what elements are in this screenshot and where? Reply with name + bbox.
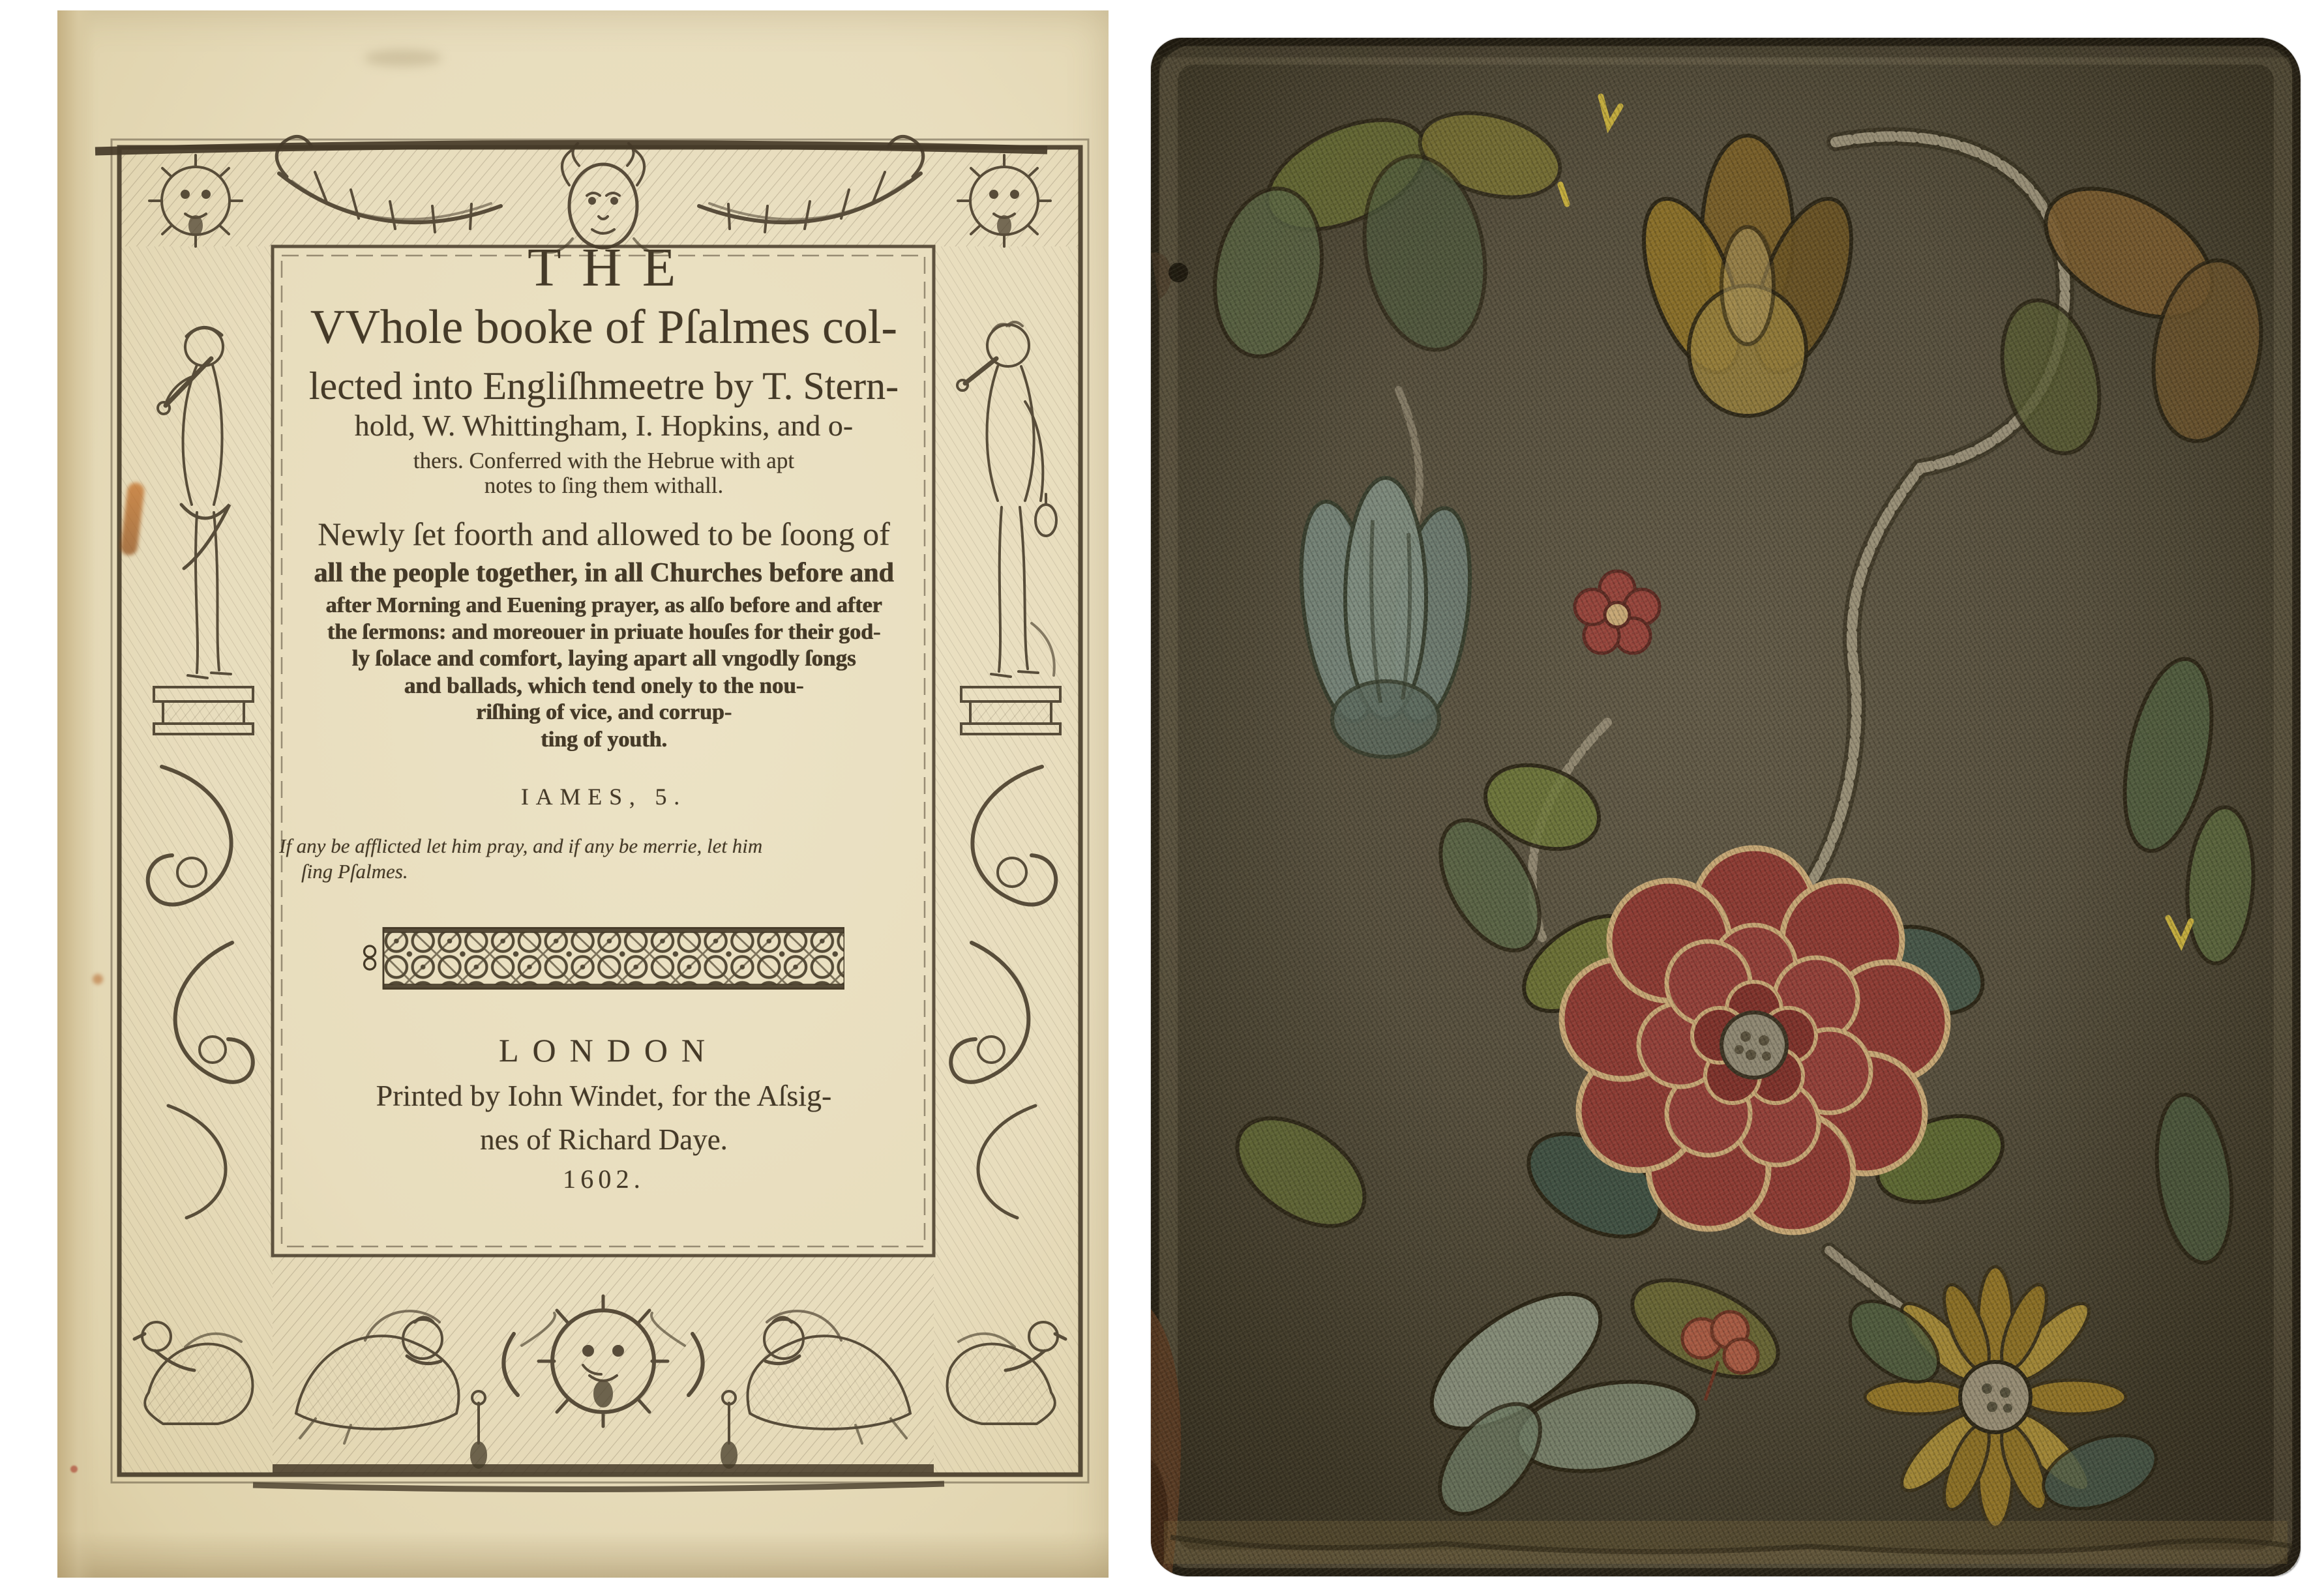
title-line: lected into Engliſhmeetre by T. Stern-	[308, 364, 899, 407]
embroidery-artwork	[1151, 38, 2301, 1576]
notice-line: the ſermons: and moreouer in priuate houſes for their god-	[327, 620, 881, 644]
notice-line: ly ſolace and comfort, laying apart all vngodly ſongs	[351, 645, 856, 671]
band-side-curl-icon	[365, 946, 376, 969]
imprint-line: nes of Richard Daye.	[480, 1123, 728, 1156]
scripture-quote-line: ſing Pſalmes.	[301, 860, 408, 883]
scripture-quote-line: If any be afflicted let him pray, and if any be merrie, let him	[279, 834, 763, 857]
scripture-reference: IAMES, 5.	[520, 784, 687, 810]
frayed-bottom-edge	[1164, 1521, 2287, 1564]
notice-line: Newly ſet foorth and allowed to be ſoong of	[318, 516, 890, 552]
printer-ornament-band	[359, 926, 844, 990]
title-line: notes to ſing them withall.	[484, 473, 724, 498]
notice-line: after Morning and Euening prayer, as alſo before and after	[325, 593, 882, 617]
title-line: thers. Conferred with the Hebrue with apt	[413, 448, 795, 473]
psalm-book-title-page	[57, 10, 1109, 1578]
title-text-block	[274, 10, 934, 1578]
notice-line: ting of youth.	[541, 728, 667, 752]
imprint-line: Printed by Iohn Windet, for the Aſsig-	[376, 1079, 832, 1112]
imprint-city: LONDON	[498, 1032, 719, 1069]
embroidered-book-cover	[1151, 38, 2301, 1576]
title-line: hold, W. Whittingham, I. Hopkins, and o-	[354, 409, 854, 442]
page-bottom-shadow	[57, 1532, 1109, 1578]
notice-line: riſhing of vice, and corrup-	[476, 700, 732, 724]
title-line: VVhole booke of Pſalmes col-	[310, 301, 898, 354]
thread-hole	[1169, 263, 1188, 282]
notice-line: and ballads, which tend onely to the nou-	[404, 673, 804, 698]
notice-line: all the people together, in all Churches before and	[314, 558, 894, 588]
title-word-the: THE	[528, 237, 697, 298]
imprint-year: 1602.	[563, 1164, 645, 1194]
